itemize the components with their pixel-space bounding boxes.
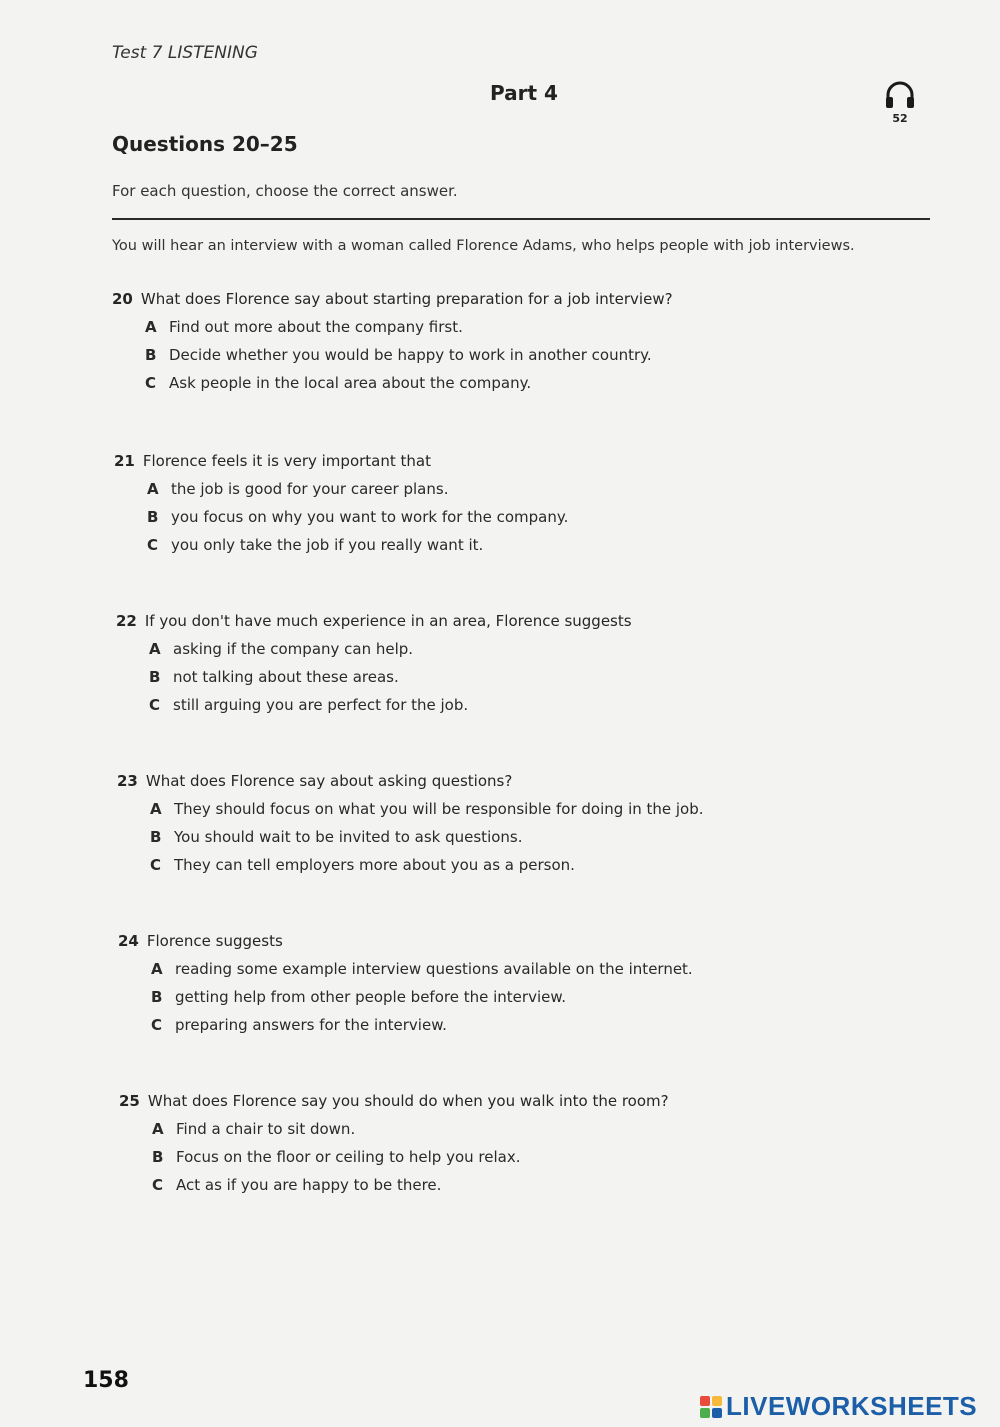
- option-text: They can tell employers more about you as a person.: [174, 856, 575, 874]
- option-c[interactable]: [151, 1016, 938, 1034]
- option-text: Focus on the floor or ceiling to help you relax.: [176, 1148, 521, 1166]
- option-text: Find out more about the company first.: [169, 318, 463, 336]
- question-25: [119, 1092, 939, 1194]
- question-number: 20: [112, 290, 133, 308]
- option-b[interactable]: [149, 668, 936, 686]
- question-number: 24: [118, 932, 139, 950]
- option-letter: C: [151, 1016, 163, 1034]
- option-letter: A: [149, 640, 161, 658]
- option-c[interactable]: [149, 696, 936, 714]
- section-title: Questions 20–25: [112, 132, 298, 156]
- option-letter: C: [145, 374, 157, 392]
- question-stem: [114, 452, 934, 470]
- option-letter: B: [151, 988, 163, 1006]
- brand-logo: [700, 1391, 977, 1422]
- question-stem: [116, 612, 936, 630]
- option-c[interactable]: [150, 856, 937, 874]
- question-text: What does Florence say about starting preparation for a job interview?: [140, 290, 673, 308]
- option-c[interactable]: [147, 536, 934, 554]
- option-a[interactable]: [147, 480, 934, 498]
- option-letter: C: [147, 536, 159, 554]
- option-a[interactable]: [149, 640, 936, 658]
- option-a[interactable]: [145, 318, 932, 336]
- question-text: What does Florence say about asking questions?: [145, 772, 513, 790]
- option-text: you only take the job if you really want it.: [171, 536, 484, 554]
- option-text: getting help from other people before the interview.: [175, 988, 566, 1006]
- option-b[interactable]: [145, 346, 932, 364]
- question-text: Florence feels it is very important that: [142, 452, 431, 470]
- option-a[interactable]: [150, 800, 937, 818]
- option-text: still arguing you are perfect for the job.: [173, 696, 469, 714]
- option-text: the job is good for your career plans.: [171, 480, 449, 498]
- question-stem: [118, 932, 938, 950]
- question-number: 21: [114, 452, 135, 470]
- question-21: [114, 452, 934, 554]
- option-c[interactable]: [152, 1176, 939, 1194]
- option-a[interactable]: [151, 960, 938, 978]
- question-text: Florence suggests: [146, 932, 283, 950]
- headphones-icon: [883, 78, 917, 112]
- option-letter: B: [145, 346, 157, 364]
- liveworksheets-logo-icon: [700, 1396, 722, 1418]
- option-c[interactable]: [145, 374, 932, 392]
- option-letter: A: [151, 960, 163, 978]
- option-letter: C: [152, 1176, 164, 1194]
- option-text: Decide whether you would be happy to work in another country.: [169, 346, 652, 364]
- option-text: They should focus on what you will be responsible for doing in the job.: [174, 800, 704, 818]
- option-letter: A: [150, 800, 162, 818]
- option-b[interactable]: [150, 828, 937, 846]
- option-letter: B: [149, 668, 161, 686]
- question-stem: [117, 772, 937, 790]
- question-stem: [119, 1092, 939, 1110]
- option-letter: A: [152, 1120, 164, 1138]
- option-text: Act as if you are happy to be there.: [176, 1176, 442, 1194]
- divider: [112, 218, 930, 220]
- section-instruction: For each question, choose the correct answer.: [112, 182, 458, 200]
- option-text: reading some example interview questions available on the internet.: [175, 960, 693, 978]
- question-text: If you don't have much experience in an area, Florence suggests: [144, 612, 632, 630]
- brand-name: LIVEWORKSHEETS: [726, 1391, 978, 1421]
- question-22: [116, 612, 936, 714]
- question-text: What does Florence say you should do when you walk into the room?: [147, 1092, 669, 1110]
- question-number: 22: [116, 612, 137, 630]
- test-label: Test 7 LISTENING: [112, 43, 258, 63]
- option-text: preparing answers for the interview.: [175, 1016, 447, 1034]
- page-number: 158: [83, 1368, 129, 1393]
- audio-track-indicator[interactable]: [880, 78, 920, 130]
- question-20: [112, 290, 932, 392]
- option-letter: C: [149, 696, 161, 714]
- option-text: you focus on why you want to work for the company.: [171, 508, 569, 526]
- option-a[interactable]: [152, 1120, 939, 1138]
- question-number: 23: [117, 772, 138, 790]
- option-letter: A: [147, 480, 159, 498]
- question-stem: [112, 290, 932, 308]
- part-label: Part 4: [490, 81, 558, 105]
- option-letter: B: [147, 508, 159, 526]
- option-text: Ask people in the local area about the company.: [169, 374, 532, 392]
- option-letter: B: [150, 828, 162, 846]
- option-text: Find a chair to sit down.: [176, 1120, 356, 1138]
- question-23: [117, 772, 937, 874]
- option-letter: A: [145, 318, 157, 336]
- option-text: asking if the company can help.: [173, 640, 414, 658]
- option-b[interactable]: [152, 1148, 939, 1166]
- option-letter: B: [152, 1148, 164, 1166]
- option-text: not talking about these areas.: [173, 668, 399, 686]
- audio-track-number: 52: [892, 112, 908, 125]
- section-intro: You will hear an interview with a woman called Florence Adams, who helps people with job interviews.: [112, 238, 855, 254]
- option-text: You should wait to be invited to ask questions.: [174, 828, 523, 846]
- option-b[interactable]: [147, 508, 934, 526]
- option-b[interactable]: [151, 988, 938, 1006]
- option-letter: C: [150, 856, 162, 874]
- question-number: 25: [119, 1092, 140, 1110]
- question-24: [118, 932, 938, 1034]
